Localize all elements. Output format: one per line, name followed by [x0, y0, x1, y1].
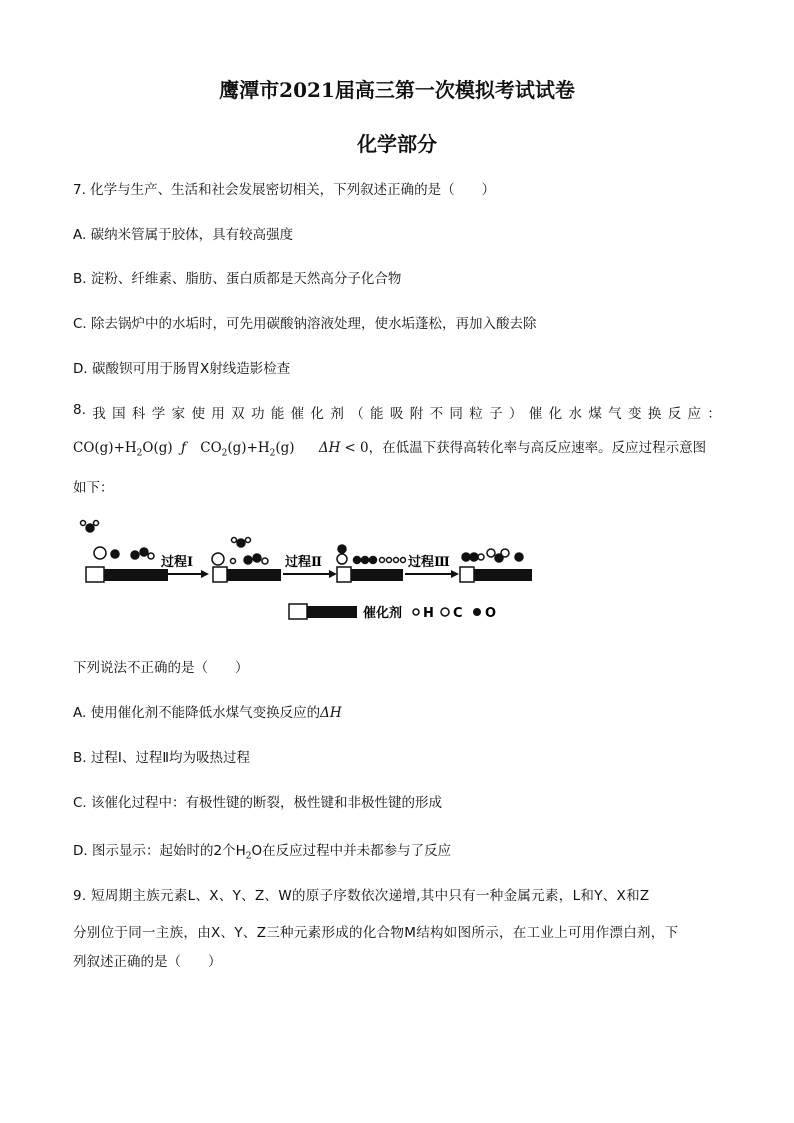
- q8-option-d-text2: O在反应过程中并未都参与了反应: [251, 843, 452, 859]
- q8-stem-char: 8.: [73, 402, 86, 418]
- q8-stem-char: 粒: [469, 406, 483, 422]
- q8-stem-char: 应: [687, 406, 702, 422]
- q8-stem-char: 变: [628, 406, 642, 422]
- q8-stem-line2-tail: ，在低温下获得高转化率与高反应速率。反应过程示意图: [368, 440, 707, 456]
- q8-stem-char: 使: [191, 406, 205, 422]
- q7-option-d: D. 碳酸钡可用于肠胃X射线造影检查: [73, 361, 291, 377]
- q8-stem-char: 附: [409, 406, 424, 422]
- legend-catalyst-swatch: [289, 604, 307, 619]
- q8-stem-char: 双: [231, 406, 245, 422]
- q8-stem-char: 不: [429, 406, 444, 422]
- catalyst-bar: [460, 567, 474, 582]
- q8-option-b: B. 过程Ⅰ、过程Ⅱ均为吸热过程: [73, 750, 250, 766]
- eq-delta-h: ΔH: [318, 440, 341, 456]
- q8-stem-char: 国: [112, 406, 126, 422]
- q8-stem-char: 子: [489, 406, 503, 422]
- catalyst-bar: [86, 567, 104, 582]
- eq-lt0: < 0: [344, 440, 369, 456]
- page-title: 鹰潭市2021届高三第一次模拟考试试卷: [219, 78, 575, 102]
- q9-stem-line2: 分别位于同一主族，由X、Y、Z三种元素形成的化合物M结构如图所示，在工业上可用作漂白剂，下: [73, 925, 679, 941]
- eq-sub: 2: [221, 448, 228, 459]
- eq-sub: 2: [269, 448, 276, 459]
- q8-option-a-dh: ΔH: [320, 705, 342, 721]
- q8-ask: 下列说法不正确的是（ ）: [73, 660, 249, 676]
- legend-o: O: [485, 606, 497, 621]
- q8-stem-char: 催: [528, 406, 543, 422]
- step2-label: 过程Ⅱ: [285, 555, 322, 570]
- q8-stem-line3: 如下：: [73, 480, 114, 496]
- q7-stem: 7. 化学与生产、生活和社会发展密切相关，下列叙述正确的是（ ）: [73, 182, 496, 198]
- q8-stem-char: 家: [171, 406, 186, 422]
- q8-option-d-text1: D. 图示显示：起始时的2个H: [73, 843, 246, 859]
- catalyst-bar: [213, 567, 227, 582]
- eq-co: CO(g)+H: [73, 440, 137, 456]
- q8-stem-char: 化: [548, 406, 563, 422]
- q8-equation-line: [73, 436, 706, 459]
- reaction-process-figure: [73, 512, 543, 632]
- q8-stem-char: 能: [370, 406, 384, 422]
- eq-g: (g): [275, 440, 295, 456]
- q8-option-d-sub: 2: [245, 851, 252, 862]
- legend-h: H: [423, 606, 434, 621]
- q8-option-a: [73, 701, 342, 721]
- q8-stem-char: 能: [270, 406, 285, 422]
- step3-label: 过程Ⅲ: [408, 555, 450, 570]
- q8-stem-char: 吸: [389, 406, 404, 422]
- q8-option-c: C. 该催化过程中：有极性键的断裂，极性键和非极性键的形成: [73, 795, 443, 811]
- legend-catalyst: 催化剂: [363, 606, 403, 621]
- eq-sub: 2: [136, 448, 143, 459]
- catalyst-bar: [337, 567, 351, 582]
- eq-co2: CO: [200, 440, 222, 456]
- q8-stem-char: ）: [508, 406, 523, 422]
- eq-h: (g)+H: [227, 440, 270, 456]
- q7-option-b: B. 淀粉、纤维素、脂肪、蛋白质都是天然高分子化合物: [73, 271, 402, 287]
- eq-o: O(g): [142, 440, 173, 456]
- q8-stem-char: 反: [667, 406, 682, 422]
- q8-stem-char: 学: [151, 406, 166, 422]
- q8-option-a-text: A. 使用催化剂不能降低水煤气变换反应的: [73, 705, 321, 721]
- q7-option-c: C. 除去锅炉中的水垢时，可先用碳酸钠溶液处理，使水垢蓬松，再加入酸去除: [73, 316, 537, 332]
- eq-arrow: ƒ: [180, 440, 186, 456]
- q8-stem-char: 科: [131, 406, 146, 422]
- q8-stem-char: 我: [92, 406, 106, 422]
- step1-label: 过程Ⅰ: [161, 555, 194, 570]
- h2o-molecule: [94, 547, 106, 559]
- q8-option-d: [73, 839, 451, 862]
- q8-stem-char: 用: [211, 406, 225, 422]
- q8-stem-char: 化: [310, 406, 325, 422]
- legend-c: C: [453, 606, 463, 621]
- q8-stem-line1: [73, 402, 721, 422]
- q8-stem-char: 换: [647, 406, 662, 422]
- q8-stem-char: 催: [290, 406, 305, 422]
- q8-stem-char: 同: [449, 406, 463, 422]
- o-atom: [86, 524, 94, 532]
- q8-stem-char: ：: [707, 406, 721, 422]
- q7-option-a: A. 碳纳米管属于胶体，具有较高强度: [73, 227, 294, 243]
- q8-stem-char: 剂: [330, 406, 344, 422]
- q8-stem-char: 气: [608, 406, 622, 422]
- q9-stem-line3: 列叙述正确的是（ ）: [73, 954, 222, 970]
- q9-stem-line1: 9. 短周期主族元素L、X、Y、Z、W的原子序数依次递增,其中只有一种金属元素，L和Y、X和Z: [73, 888, 650, 904]
- page-subtitle: 化学部分: [357, 132, 437, 156]
- q8-stem-char: 煤: [588, 406, 602, 422]
- q8-stem-char: 功: [250, 406, 265, 422]
- q8-stem-char: （: [350, 406, 364, 422]
- q8-stem-char: 水: [568, 406, 582, 422]
